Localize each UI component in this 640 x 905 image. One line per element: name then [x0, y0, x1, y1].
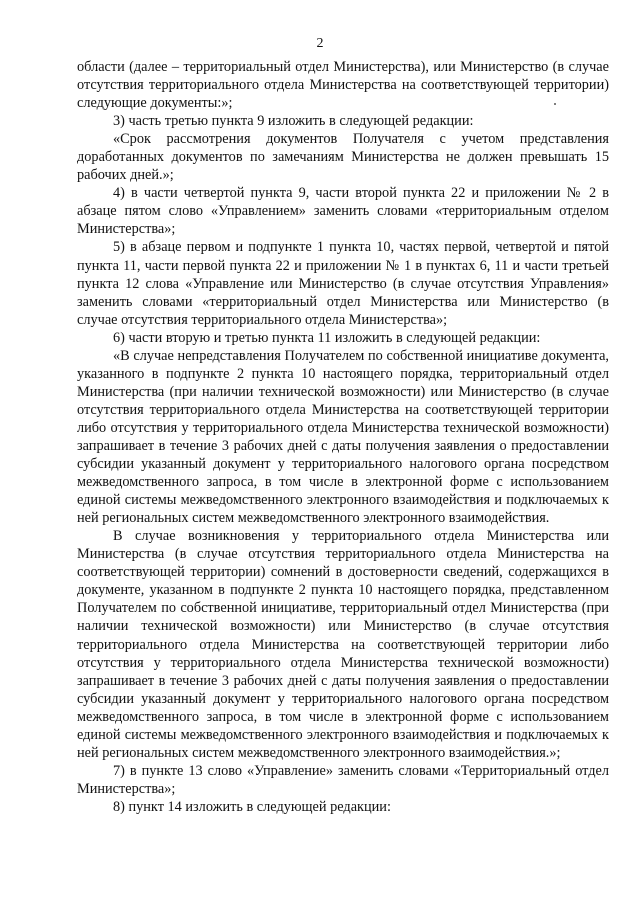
paragraph-item-7: 7) в пункте 13 слово «Управление» заменить словами «Территориальный отдел Министерства»; — [77, 762, 609, 797]
paragraph-quote-review-term: «Срок рассмотрения документов Получателя с учетом представления доработанных документов по замечаниям Министерства не должен превышать 15 рабочих дней.»; — [77, 131, 609, 184]
document-body — [77, 58, 609, 816]
page-number: 2 — [316, 36, 324, 51]
paragraph-item-5: 5) в абзаце первом и подпункте 1 пункта 10, частях первой, четвертой и пятой пункта 11, части первой пункта 22 и приложении № 1 в пунктах 6, 11 и части третьей пункта 12 слова «Управление или Министерство (в случае отсутствия Управления» заменить словами «территориальный отдел Министерства или Министерство (в случае отсутствия территориального отдела Министерства»; — [77, 239, 609, 328]
paragraph-item-4: 4) в части четвертой пункта 9, части второй пункта 22 и приложении № 2 в абзаце пятом слово «Управлением» заменить словами «территориальным отделом Министерства»; — [77, 185, 609, 238]
paragraph-quote-doubts: В случае возникновения у территориального отдела Министерства или Министерства (в случае отсутствия территориального отдела Министерства на соответствующей территории) сомнений в достоверности сведений, содержащихся в документе, указанном в подпункте 2 пункта 10 настоящего порядка, представленном Получателем по собственной инициативе, территориальный отдел Министерства (при наличии технической возможности) или Министерство (в случае отсутствия территориального отдела Министерства на соответствующей территории либо отсутствия у территориального отдела Министерства технической возможности) запрашивает в течение 3 рабочих дней с даты получения заявления о предоставлении субсидии указанный документ у территориального налогового органа посредством межведомственного запроса, в том числе в электронной форме с использованием единой системы межведомственного электронного взаимодействия и подключаемых к ней региональных систем межведомственного электронного взаимодействия.»; — [77, 528, 609, 761]
paragraph-continuation: области (далее – территориальный отдел Министерства), или Министерство (в случае отсутствия территориального отдела Министерства на соответствующей территории) следующие документы:»; — [77, 59, 609, 112]
paragraph-item-8: 8) пункт 14 изложить в следующей редакции: — [113, 798, 391, 815]
paragraph-item-3: 3) часть третью пункта 9 изложить в следующей редакции: — [113, 113, 474, 130]
paragraph-quote-non-submission: «В случае непредставления Получателем по собственной инициативе документа, указанного в подпункте 2 пункта 10 настоящего порядка, территориальный отдел Министерства (при наличии технической возможности) или Министерство (в случае отсутствия территориального отдела Министерства на соответствующей территории либо отсутствия у территориального отдела Министерства технической возможности) запрашивает в течение 3 рабочих дней с даты получения заявления о предоставлении субсидии указанный документ у территориального налогового органа посредством межведомственного запроса, в том числе в электронной форме с использованием единой системы межведомственного электронного взаимодействия и подключаемых к ней региональных систем межведомственного электронного взаимодействия. — [77, 347, 609, 527]
paragraph-item-6: 6) части вторую и третью пункта 11 изложить в следующей редакции: — [113, 329, 541, 346]
